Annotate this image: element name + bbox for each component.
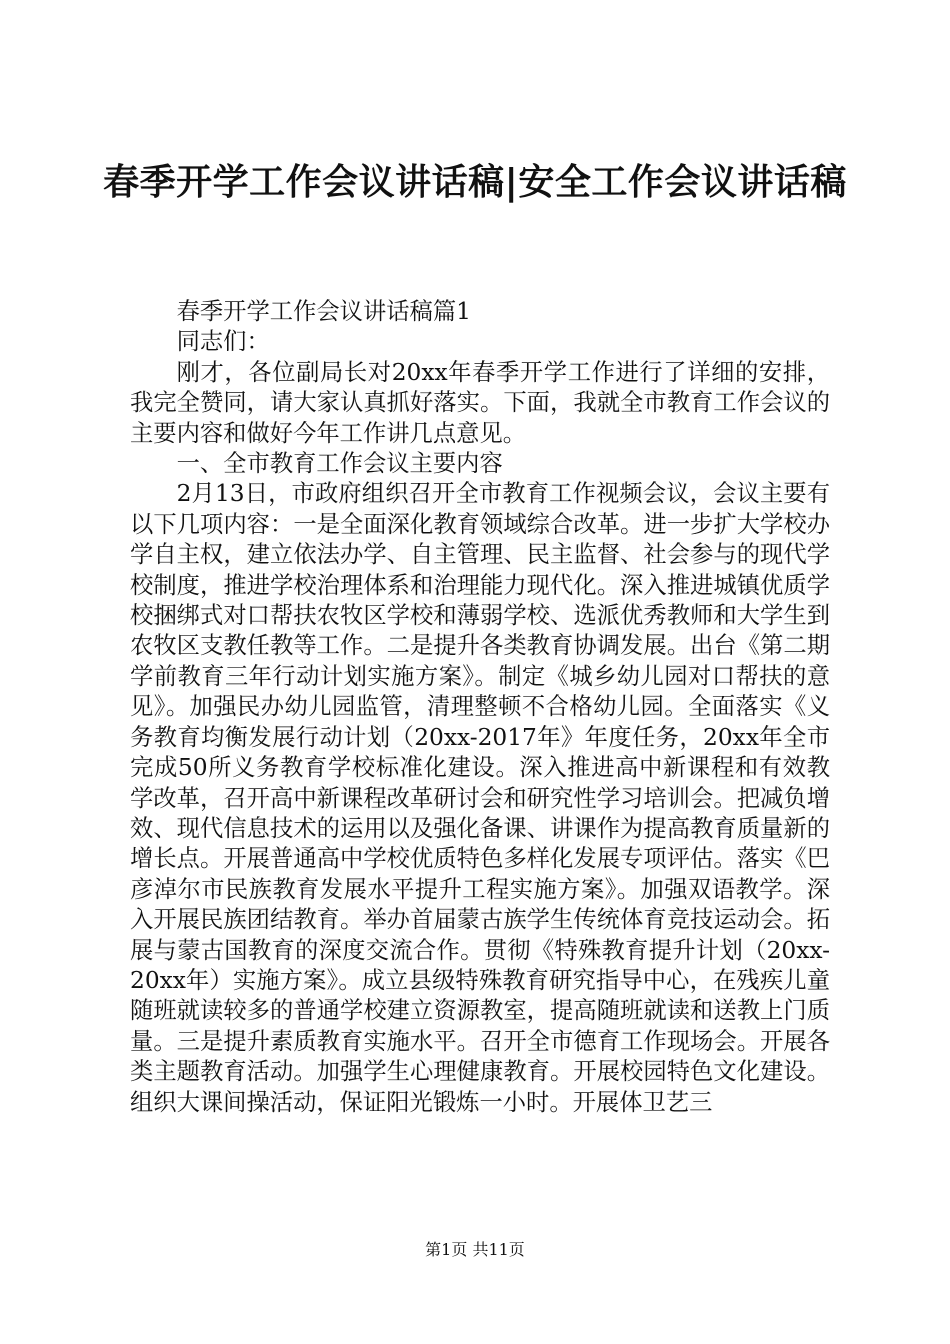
body-paragraph: 2月13日，市政府组织召开全市教育工作视频会议，会议主要有以下几项内容：一是全面深化教育领域综合改革。进一步扩大学校办学自主权，建立依法办学、自主管理、民主监督、社会参与的现代学校制度，推进学校治理体系和治理能力现代化。深入推进城镇优质学校捆绑式对口帮扶农牧区学校和薄弱学校、选派优秀教师和大学生到农牧区支教任教等工作。二是提升各类教育协调发展。出台《第二期学前教育三年行动计划实施方案》。制定《城乡幼儿园对口帮扶的意见》。加强民办幼儿园监管，清理整顿不合格幼儿园。全面落实《义务教育均衡发展行动计划（20xx-2017年》年度任务，20xx年全市完成50所义务教育学校标准化建设。深入推进高中新课程和有效教学改革，召开高中新课程改革研讨会和研究性学习培训会。把减负增效、现代信息技术的运用以及强化备课、讲课作为提高教育质量新的增长点。开展普通高中学校优质特色多样化发展专项评估。落实《巴彦淖尔市民族教育发展水平提升工程实施方案》。加强双语教学。深入开展民族团结教育。举办首届蒙古族学生传统体育竞技运动会。拓展与蒙古国教育的深度交流合作。贯彻《特殊教育提升计划（20xx-20xx年）实施方案》。成立县级特殊教育研究指导中心，在残疾儿童随班就读较多的普通学校建立资源教室，提高随班就读和送教上门质量。三是提升素质教育实施水平。召开全市德育工作现场会。开展各类主题教育活动。加强学生心理健康教育。开展校园特色文化建设。组织大课间操活动，保证阳光锻炼一小时。开展体卫艺三 <box>130 480 830 1116</box>
subsection-heading: 一、全市教育工作会议主要内容 <box>176 450 503 478</box>
body-paragraph: 刚才，各位副局长对20xx年春季开学工作进行了详细的安排，我完全赞同，请大家认真抓好落实。下面，我就全市教育工作会议的主要内容和做好今年工作讲几点意见。 <box>130 358 830 447</box>
document-body <box>130 297 830 1118</box>
document-title: 春季开学工作会议讲话稿|安全工作会议讲话稿 <box>103 162 847 203</box>
page-footer: 第1页 共11页 <box>425 1240 525 1259</box>
section-heading: 春季开学工作会议讲话稿篇1 <box>176 298 471 325</box>
salutation: 同志们： <box>176 328 270 356</box>
